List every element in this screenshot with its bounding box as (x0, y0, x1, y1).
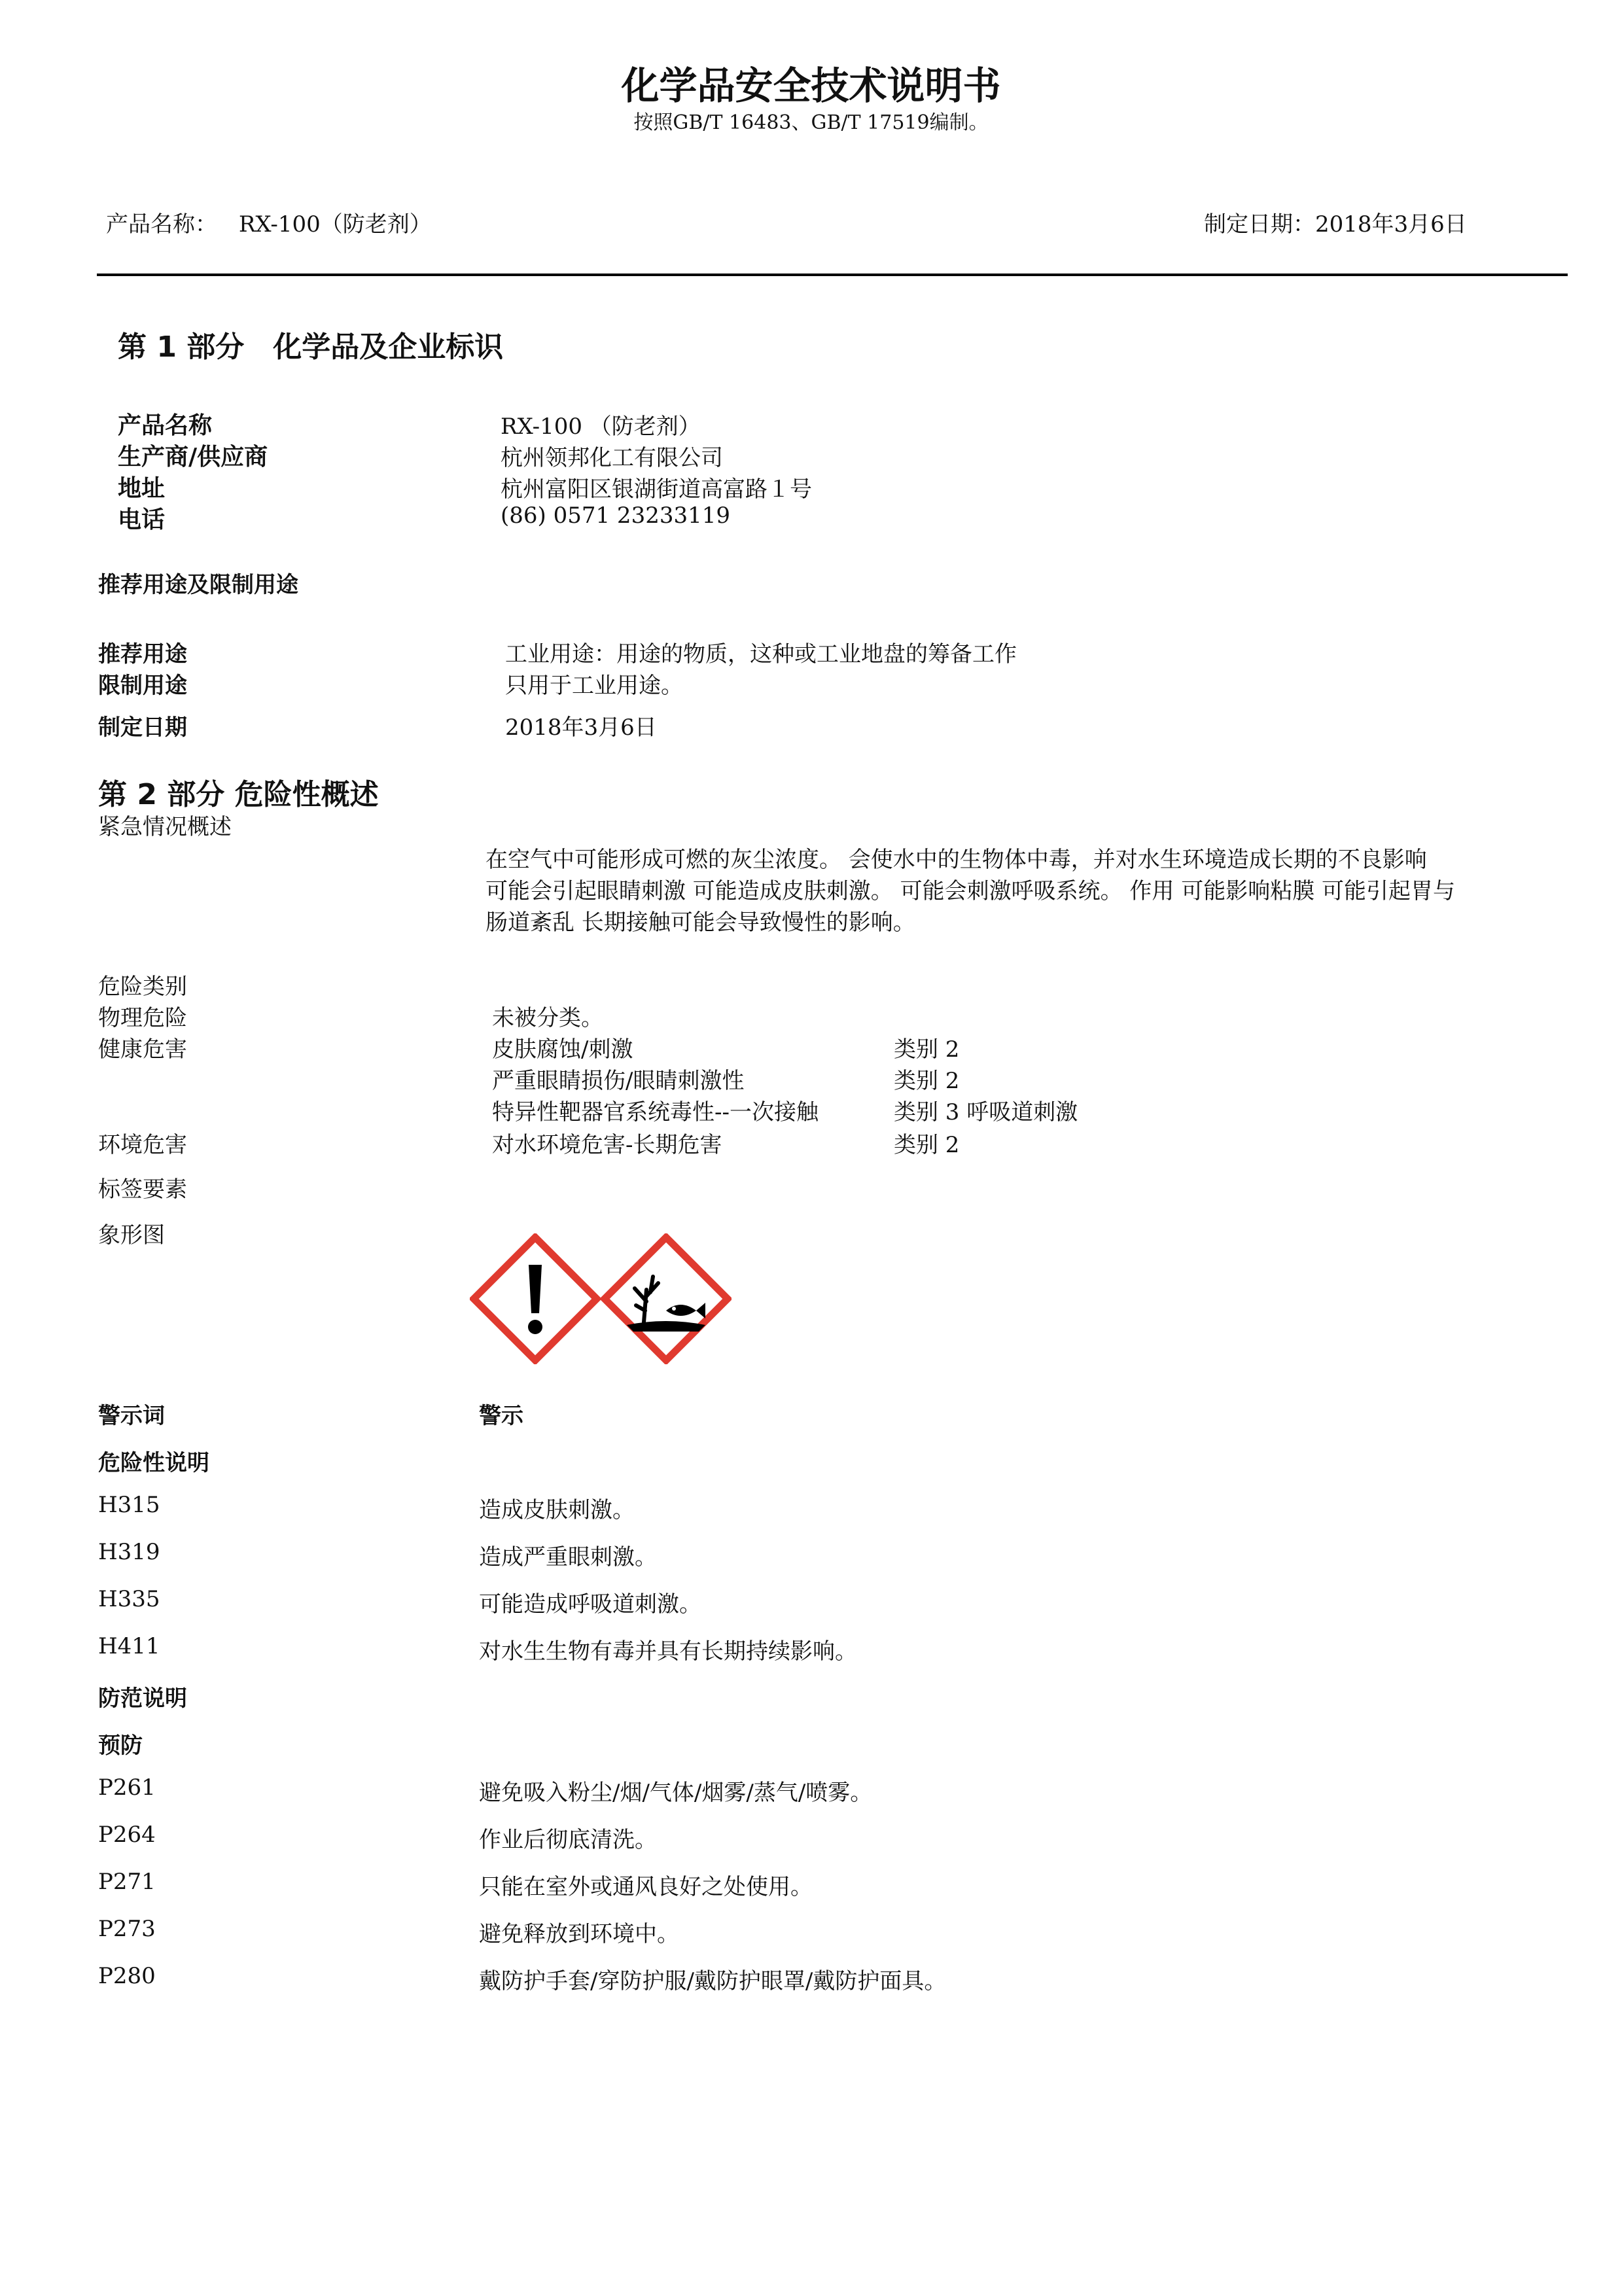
label-elements: 标签要素 (98, 1176, 187, 1203)
prevention-label: 预防 (98, 1733, 143, 1759)
health-row-name: 皮肤腐蚀/刺激 (492, 1036, 633, 1063)
header-date-value: 2018年3月6日 (1315, 211, 1467, 238)
use-value-restricted: 只用于工业用途。 (505, 673, 683, 699)
health-row-cat: 类别 3 呼吸道刺激 (894, 1099, 1078, 1125)
field-label-phone: 电话 (118, 506, 166, 533)
environment-hazard-icon (601, 1233, 732, 1364)
field-label-product: 产品名称 (118, 412, 213, 439)
signal-value: 警示 (479, 1403, 523, 1429)
precaution-text: 只能在室外或通风良好之处使用。 (479, 1874, 813, 1900)
section1-heading: 第 1 部分 化学品及企业标识 (118, 330, 504, 364)
emergency-line-2: 可能会引起眼睛刺激 可能造成皮肤刺激。 可能会刺激呼吸系统。 作用 可能影响粘膜 可能引起胃与 (485, 878, 1456, 904)
use-label-restricted: 限制用途 (98, 673, 187, 699)
precaution-code: P273 (98, 1916, 156, 1942)
precaution-code: P280 (98, 1963, 156, 1989)
document-title: 化学品安全技术说明书 (621, 63, 1001, 108)
physical-label: 物理危险 (98, 1005, 187, 1031)
hazard-code: H319 (98, 1539, 160, 1565)
hazard-class-label: 危险类别 (98, 974, 187, 1000)
field-value-product: RX-100 （防老剂） (501, 414, 701, 440)
emergency-line-3: 肠道紊乱 长期接触可能会导致慢性的影响。 (485, 910, 915, 936)
header-product-label: 产品名称： (106, 211, 217, 238)
env-cat: 类别 2 (894, 1132, 960, 1158)
health-row-cat: 类别 2 (894, 1036, 960, 1063)
hazard-text: 对水生生物有毒并具有长期持续影响。 (479, 1638, 857, 1665)
precaution-code: P271 (98, 1869, 156, 1895)
header-date (1204, 206, 1467, 238)
signal-label: 警示词 (98, 1403, 165, 1429)
use-label-recommended: 推荐用途 (98, 641, 187, 667)
field-value-address: 杭州富阳区银湖街道高富路１号 (501, 476, 812, 503)
env-label: 环境危害 (98, 1132, 187, 1158)
precaution-text: 戴防护手套/穿防护服/戴防护眼罩/戴防护面具。 (479, 1968, 947, 1994)
health-row-cat: 类别 2 (894, 1068, 960, 1094)
s1-date-label: 制定日期 (98, 715, 187, 741)
header-product (106, 206, 432, 238)
precaution-text: 作业后彻底清洗。 (479, 1827, 657, 1853)
header-product-value: RX-100（防老剂） (238, 211, 432, 238)
hazard-text: 造成严重眼刺激。 (479, 1544, 657, 1570)
physical-value: 未被分类。 (492, 1005, 603, 1031)
emergency-line-1: 在空气中可能形成可燃的灰尘浓度。 会使水中的生物体中毒，并对水生环境造成长期的不良影响 (485, 847, 1427, 873)
health-label: 健康危害 (98, 1036, 187, 1063)
field-label-address: 地址 (118, 475, 166, 502)
health-row-name: 严重眼睛损伤/眼睛刺激性 (492, 1068, 745, 1094)
health-row-name: 特异性靶器官系统毒性--一次接触 (492, 1099, 819, 1125)
precaution-code: P264 (98, 1822, 156, 1848)
header-divider (97, 274, 1568, 276)
s1-date-value: 2018年3月6日 (505, 715, 657, 741)
document-subtitle: 按照GB/T 16483、GB/T 17519编制。 (633, 111, 989, 134)
section2-heading: 第 2 部分 危险性概述 (98, 778, 379, 811)
exclamation-mark-icon (470, 1233, 601, 1364)
hazard-code: H335 (98, 1586, 160, 1612)
env-name: 对水环境危害-长期危害 (492, 1132, 722, 1158)
hazard-code: H411 (98, 1633, 160, 1659)
precaution-text: 避免释放到环境中。 (479, 1921, 679, 1947)
emergency-label: 紧急情况概述 (98, 814, 232, 840)
hazard-text: 可能造成呼吸道刺激。 (479, 1591, 701, 1617)
precaution-text: 避免吸入粉尘/烟/气体/烟雾/蒸气/喷雾。 (479, 1780, 873, 1806)
header-date-label: 制定日期： (1204, 211, 1315, 238)
hazard-code: H315 (98, 1492, 160, 1518)
hazard-text: 造成皮肤刺激。 (479, 1497, 635, 1523)
field-value-phone: (86) 0571 23233119 (501, 503, 730, 529)
use-value-recommended: 工业用途：用途的物质，这种或工业地盘的筹备工作 (505, 641, 1017, 667)
field-value-supplier: 杭州领邦化工有限公司 (501, 445, 723, 471)
use-heading: 推荐用途及限制用途 (98, 572, 298, 598)
field-label-supplier: 生产商/供应商 (118, 444, 268, 470)
hazard-statements-label: 危险性说明 (98, 1450, 209, 1476)
precaution-label: 防范说明 (98, 1686, 187, 1712)
precaution-code: P261 (98, 1775, 156, 1801)
pictogram-label: 象形图 (98, 1222, 165, 1248)
